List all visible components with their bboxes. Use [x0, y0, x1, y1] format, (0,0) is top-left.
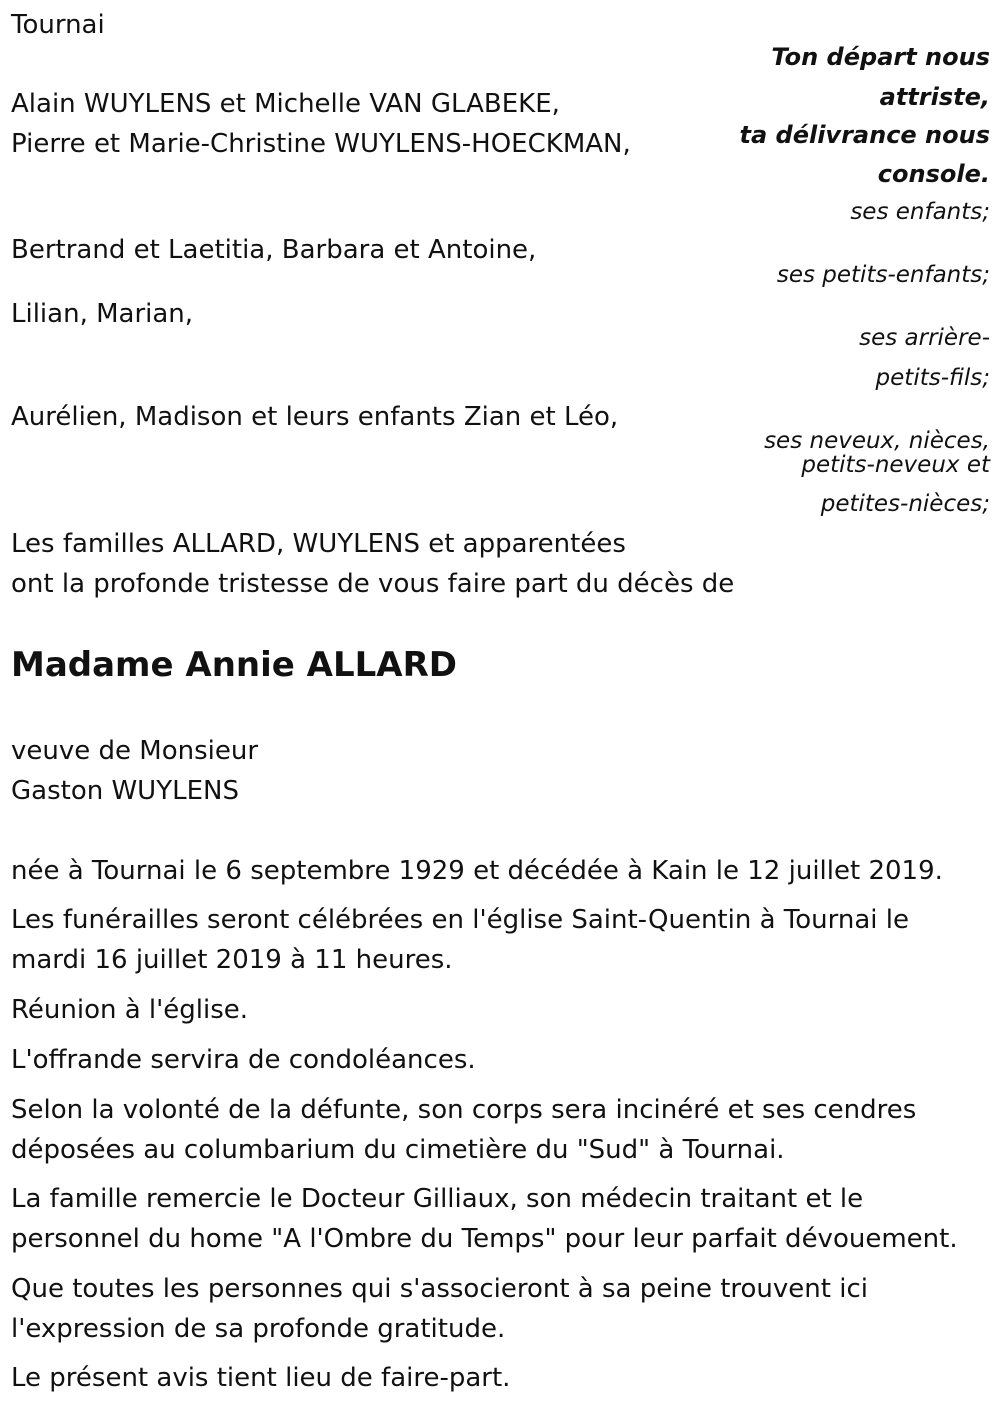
quote-line-2: attriste, [879, 83, 990, 111]
thanks-line-2: personnel du home "A l'Ombre du Temps" pour leur parfait dévouement. [11, 1224, 958, 1254]
children-line-1: Alain WUYLENS et Michelle VAN GLABEKE, [11, 89, 560, 119]
spouse-line-2: Gaston WUYLENS [11, 776, 239, 806]
cremation-line-2: déposées au columbarium du cimetière du "Sud" à Tournai. [11, 1135, 785, 1165]
families-line-1: Les familles ALLARD, WUYLENS et apparentées [11, 529, 626, 559]
funeral-line-1: Les funérailles seront célébrées en l'église Saint-Quentin à Tournai le [11, 905, 909, 935]
meeting-line: Réunion à l'église. [11, 995, 249, 1025]
deceased-name: Madame Annie ALLARD [11, 645, 458, 685]
birth-death-line: née à Tournai le 6 septembre 1929 et décédée à Kain le 12 juillet 2019. [11, 856, 943, 886]
grandchildren-label: ses petits-enfants; [776, 262, 990, 288]
children-line-2: Pierre et Marie-Christine WUYLENS-HOECKMAN, [11, 129, 631, 159]
great-grandchildren-label-2: petits-fils; [875, 365, 990, 391]
spouse-line-1: veuve de Monsieur [11, 736, 259, 766]
gratitude-line-2: l'expression de sa profonde gratitude. [11, 1314, 506, 1344]
cremation-line-1: Selon la volonté de la défunte, son corps sera incinéré et ses cendres [11, 1095, 917, 1125]
city-header: Tournai [11, 10, 105, 40]
grandchildren-line: Bertrand et Laetitia, Barbara et Antoine, [11, 235, 537, 265]
gratitude-line-1: Que toutes les personnes qui s'associeront à sa peine trouvent ici [11, 1274, 868, 1304]
nephews-label-3: petites-nièces; [820, 491, 990, 517]
nephews-line: Aurélien, Madison et leurs enfants Zian et Léo, [11, 402, 619, 432]
quote-line-4: console. [877, 160, 990, 188]
quote-line-3: ta délivrance nous [739, 121, 990, 149]
great-grandchildren-line: Lilian, Marian, [11, 299, 194, 329]
nephews-label-1: ses neveux, nièces, [764, 428, 990, 454]
nephews-label-2: petits-neveux et [801, 452, 990, 478]
quote-line-1: Ton départ nous [771, 43, 990, 71]
great-grandchildren-label-1: ses arrière- [859, 325, 990, 351]
notice-line: Le présent avis tient lieu de faire-part. [11, 1363, 511, 1393]
offering-line: L'offrande servira de condoléances. [11, 1045, 476, 1075]
families-line-2: ont la profonde tristesse de vous faire part du décès de [11, 569, 735, 599]
children-label: ses enfants; [850, 199, 990, 225]
funeral-line-2: mardi 16 juillet 2019 à 11 heures. [11, 945, 453, 975]
thanks-line-1: La famille remercie le Docteur Gilliaux, son médecin traitant et le [11, 1184, 864, 1214]
